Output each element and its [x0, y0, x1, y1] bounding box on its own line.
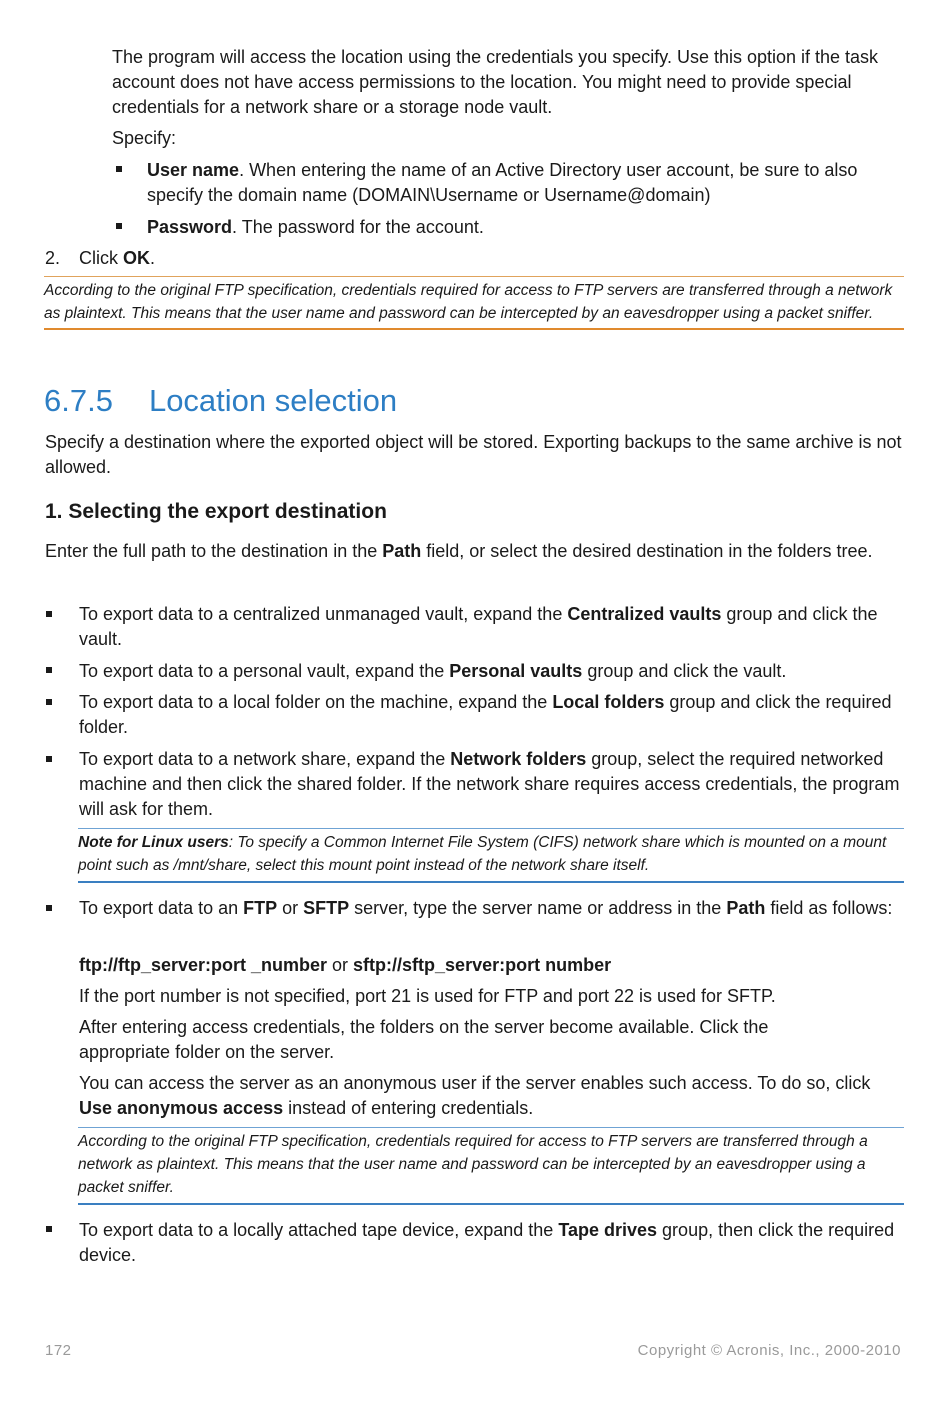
section-number: 6.7.5 [44, 383, 113, 418]
intro-paragraph: The program will access the location using the credentials you specify. Use this option if the task account does not have access permissions to the location. You might need to provide special credentials for a network share or a storage node vault. [112, 47, 879, 117]
bullet-local-folders: To export data to a local folder on the machine, expand the Local folders group and click the required folder. [79, 692, 892, 737]
bullet-user-name: User name. When entering the name of an Active Directory user account, be sure to also specify the domain name (DOMAIN\Username or Username@domain) [147, 160, 858, 205]
bullet-centralized-vaults: To export data to a centralized unmanaged vault, expand the Centralized vaults group and click the vault. [79, 604, 878, 649]
subsection-intro: Enter the full path to the destination in the Path field, or select the desired destination in the folders tree. [45, 541, 873, 561]
bullet-icon [46, 1226, 52, 1232]
bullet-icon [116, 166, 122, 172]
subsection-title: 1. Selecting the export destination [45, 500, 387, 523]
section-title: Location selection [148, 383, 398, 418]
ftp-plaintext-note: According to the original FTP specification, credentials required for access to FTP servers are transferred through a network as plaintext. This means that the user name and password can be intercepted by an eavesdropper using a packet sniffer. [44, 276, 904, 330]
section-intro: Specify a destination where the exported object will be stored. Exporting backups to the same archive is not allowed. [45, 432, 902, 477]
step-2-number: 2. [45, 248, 61, 268]
bullet-network-folders: To export data to a network share, expand the Network folders group, select the required networked machine and then click the shared folder. If the network share requires access credentials, the program will ask for them. [79, 749, 900, 819]
bullet-password: Password. The password for the account. [147, 217, 484, 237]
copyright-text: Copyright © Acronis, Inc., 2000-2010 [637, 1342, 901, 1359]
bullet-tape-drives: To export data to a locally attached tape device, expand the Tape drives group, then click the required device. [79, 1220, 895, 1265]
bullet-icon [46, 756, 52, 762]
ftp-plaintext-note-2: According to the original FTP specification, credentials required for access to FTP servers are transferred through a network as plaintext. This means that the user name and password can be intercepted by an eavesdropper using a packet sniffer. [78, 1127, 904, 1205]
bullet-icon [46, 905, 52, 911]
bullet-icon [116, 223, 122, 229]
linux-users-note: Note for Linux users: To specify a Common Internet File System (CIFS) network share which is mounted on a mount point such as /mnt/share, select this mount point instead of the network share itself. [78, 828, 904, 883]
ftp-port-text: If the port number is not specified, port 21 is used for FTP and port 22 is used for SFTP. [79, 986, 776, 1006]
section-heading [44, 383, 397, 419]
bullet-icon [46, 699, 52, 705]
bullet-icon [46, 611, 52, 617]
ftp-syntax: ftp://ftp_server:port _number or sftp://sftp_server:port number [79, 955, 612, 975]
specify-label: Specify: [112, 128, 177, 148]
ftp-after-credentials-text: After entering access credentials, the folders on the server become available. Click the appropriate folder on the server. [79, 1017, 769, 1062]
ftp-anonymous-text: You can access the server as an anonymous user if the server enables such access. To do so, click Use anonymous access instead of entering credentials. [79, 1073, 871, 1118]
bullet-personal-vaults: To export data to a personal vault, expand the Personal vaults group and click the vault. [79, 661, 787, 681]
bullet-icon [46, 667, 52, 673]
step-2-text: Click OK. [79, 248, 156, 268]
bullet-ftp-sftp: To export data to an FTP or SFTP server, type the server name or address in the Path field as follows: [79, 898, 893, 918]
page-number: 172 [45, 1342, 72, 1359]
